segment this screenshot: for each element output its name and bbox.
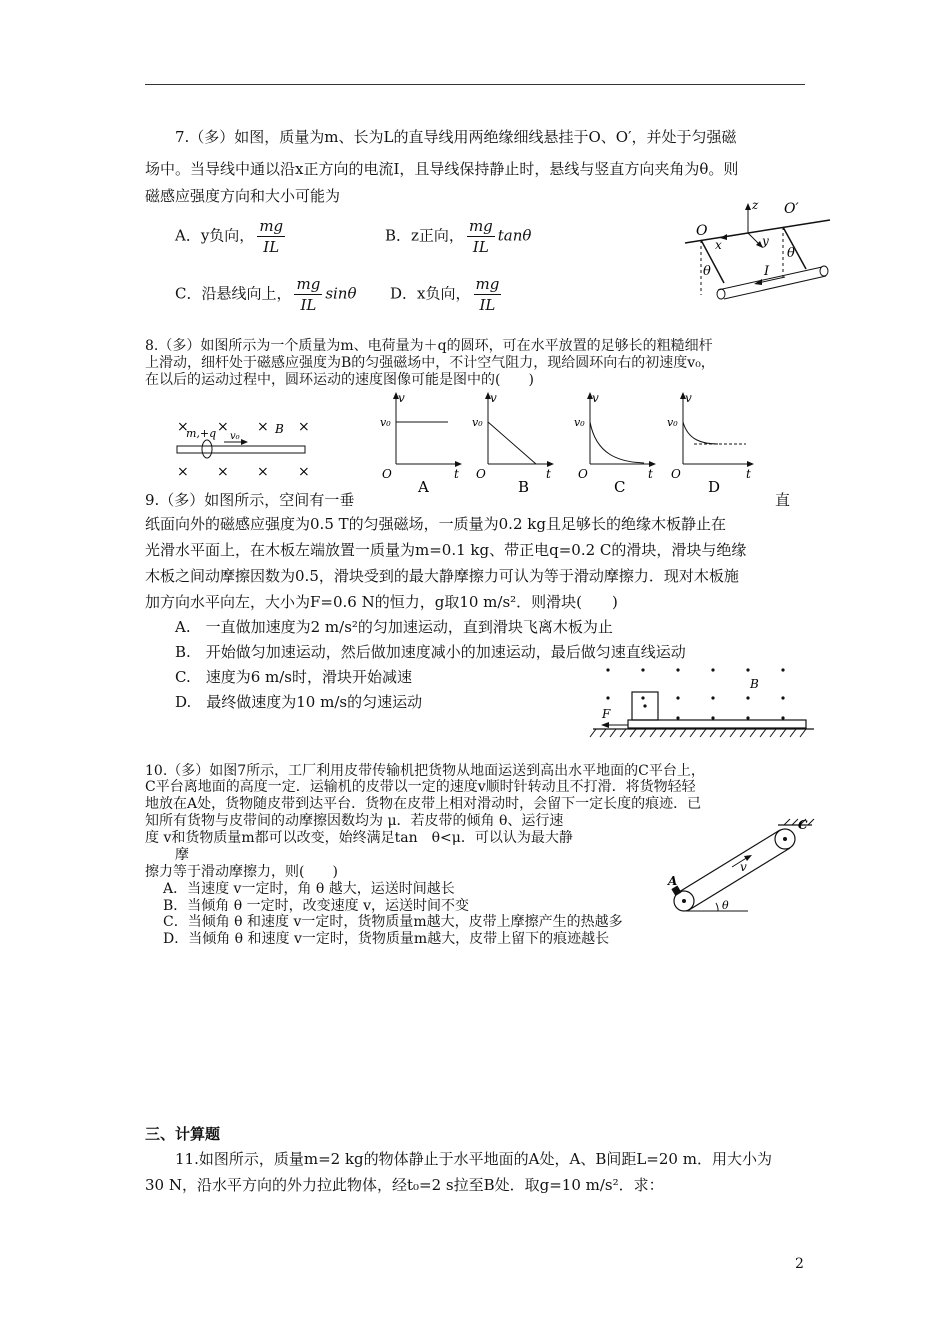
q7-label-theta-right: θ [787, 246, 795, 261]
q10-label-v: v [740, 860, 747, 874]
magnetic-cross: × [257, 419, 269, 435]
q10-option-b: B．当倾角 θ 一定时，改变速度 v，运送时间不变 [163, 898, 469, 914]
q8-label-mq: m,+q [186, 427, 217, 440]
header-rule [145, 84, 805, 85]
q10-label-a: A [668, 874, 678, 888]
q9-block-board-diagram [588, 660, 818, 742]
q10-label-c: C [798, 818, 808, 832]
magnetic-cross: × [298, 419, 310, 435]
q8-line-2: 上滑动，细杆处于磁感应强度为B的匀强磁场中，不计空气阻力，现给圆环向右的初速度v₀， [145, 355, 715, 371]
q7-label-y: y [762, 234, 769, 248]
q7-label-current: I [764, 264, 770, 279]
q10-option-c: C．当倾角 θ 和速度 v一定时，货物质量m越大，皮带上摩擦产生的热越多 [163, 914, 623, 930]
fraction-denominator: IL [263, 238, 280, 256]
q7-line-2: 场中。当导线中通以沿x正方向的电流I，且导线保持静止时，悬线与竖直方向夹角为θ。则 [145, 160, 739, 178]
graph-c-label: C [614, 478, 626, 496]
graph-a-label: A [418, 478, 429, 496]
q7-option-b-fraction [467, 216, 495, 257]
graph-d-label: D [708, 478, 721, 496]
q9-label-f: F [602, 707, 611, 721]
graph-d-v: v [685, 391, 692, 405]
graph-b-v0: v₀ [472, 416, 483, 429]
q8-velocity-graphs [378, 388, 778, 498]
magnetic-cross: × [298, 464, 310, 480]
graph-c-t: t [648, 467, 653, 481]
q7-option-b-suffix: tanθ [497, 226, 532, 245]
graph-d-t: t [746, 467, 751, 481]
q7-option-a [175, 216, 288, 257]
q10-line-6: 擦力等于滑动摩擦力，则( ) [145, 864, 338, 880]
q7-line-1: 7.（多）如图，质量为m、长为L的直导线用两绝缘细线悬挂于O、O′，并处于匀强磁 [175, 128, 737, 146]
q10-line-2: C平台离地面的高度一定．运输机的皮带以一定的速度v顺时针转动且不打滑．将货物轻轻 [145, 779, 696, 795]
q11-line-1: 11.如图所示，质量m=2 kg的物体静止于水平地面的A处，A、B间距L=20 m．用大小为 [175, 1150, 772, 1168]
q7-label-o-prime: O′ [784, 201, 799, 217]
q10-conveyor-diagram [660, 815, 820, 915]
q9-line-5: 加方向水平向左，大小为F=0.6 N的恒力，g取10 m/s²．则滑块( ) [145, 593, 618, 611]
q7-option-d [390, 274, 504, 315]
q10-line-1: 10.（多）如图7所示，工厂利用皮带传输机把货物从地面运送到高出水平地面的C平台上， [145, 763, 705, 779]
magnetic-cross: × [257, 464, 269, 480]
graph-b-label: B [518, 478, 530, 496]
q9-line-4: 木板之间动摩擦因数为0.5，滑块受到的最大静摩擦力可认为等于滑动摩擦力．现对木板施 [145, 567, 739, 585]
graph-c-v: v [592, 391, 599, 405]
magnetic-cross: × [177, 419, 189, 435]
q10-line-5: 度 v和货物质量m都可以改变，始终满足tan θ<μ．可以认为最大静 [145, 830, 573, 846]
q9-option-c: C. 速度为6 m/s时，滑块开始减速 [175, 668, 412, 686]
q7-option-c-fraction [294, 274, 322, 315]
q9-line-2: 纸面向外的磁感应强度为0.5 T的匀强磁场，一质量为0.2 kg且足够长的绝缘木板静止在 [145, 515, 726, 533]
q9-option-d: D. 最终做速度为10 m/s的匀速运动 [175, 693, 423, 711]
q7-option-a-fraction [257, 216, 285, 257]
magnetic-cross: × [217, 464, 229, 480]
graph-b-v: v [490, 391, 497, 405]
q8-ring-rod-diagram [172, 412, 317, 484]
graph-b [472, 391, 554, 496]
graph-d [667, 391, 754, 496]
fraction-denominator: IL [479, 296, 496, 314]
fraction-numerator: mg [296, 275, 321, 293]
q10-line-5-end: 摩 [175, 847, 189, 863]
q9-line-3: 光滑水平面上，在木板左端放置一质量为m=0.1 kg、带正电q=0.2 C的滑块，滑块与绝缘 [145, 541, 747, 559]
graph-c-v0: v₀ [574, 416, 585, 429]
q9-label-b: B [750, 677, 759, 691]
q8-label-b: B [275, 422, 284, 436]
q7-line-3: 磁感应强度方向和大小可能为 [145, 187, 341, 205]
q7-option-c-suffix: sinθ [325, 284, 357, 303]
q10-option-a: A．当速度 v一定时，角 θ 越大，运送时间越长 [163, 881, 455, 897]
fraction-numerator: mg [468, 217, 493, 235]
q9-line-1: 9.（多）如图所示，空间有一垂 [145, 491, 355, 509]
q9-line-1-end: 直 [775, 491, 791, 509]
q7-label-theta-left: θ [703, 264, 711, 279]
graph-d-origin: O [671, 467, 681, 481]
q10-line-4: 知所有货物与皮带间的动摩擦因数均为 μ．若皮带的倾角 θ、运行速 [145, 813, 564, 829]
q7-option-b [385, 216, 531, 257]
q10-line-3: 地放在A处，货物随皮带到达平台．货物在皮带上相对滑动时，会留下一定长度的痕迹．已 [145, 796, 702, 812]
fraction-denominator: IL [472, 238, 489, 256]
graph-b-t: t [546, 467, 551, 481]
magnetic-cross: × [217, 419, 229, 435]
fraction-numerator: mg [475, 275, 500, 293]
graph-c-origin: O [578, 467, 588, 481]
q11-line-2: 30 N，沿水平方向的外力拉此物体，经t₀=2 s拉至B处．取g=10 m/s²．求： [145, 1176, 664, 1194]
q7-wire-diagram [680, 195, 840, 307]
section-heading-calculation: 三、计算题 [145, 1125, 221, 1143]
graph-a-origin: O [382, 467, 392, 481]
fraction-numerator: mg [259, 217, 284, 235]
q7-option-d-fraction [474, 274, 502, 315]
q8-line-1: 8.（多）如图所示为一个质量为m、电荷量为＋q的圆环，可在水平放置的足够长的粗糙细杆 [145, 338, 713, 354]
page-number: 2 [795, 1256, 804, 1272]
graph-b-origin: O [476, 467, 486, 481]
graph-a-v: v [398, 391, 405, 405]
q7-option-d-label: D．x负向， [390, 284, 471, 303]
q10-option-d: D．当倾角 θ 和速度 v一定时，货物质量m越大，皮带上留下的痕迹越长 [163, 931, 610, 947]
q8-line-3: 在以后的运动过程中，圆环运动的速度图像可能是图中的( ) [145, 372, 534, 388]
q10-label-theta: θ [722, 899, 729, 912]
q8-label-v0: v₀ [230, 431, 240, 442]
q7-option-a-label: A．y负向， [175, 226, 255, 245]
graph-d-v0: v₀ [667, 416, 678, 429]
graph-a-v0: v₀ [380, 416, 391, 429]
q9-option-b: B. 开始做匀加速运动，然后做加速度减小的加速运动，最后做匀速直线运动 [175, 643, 686, 661]
q9-option-a: A. 一直做加速度为2 m/s²的匀加速运动，直到滑块飞离木板为止 [175, 618, 613, 636]
q7-label-z: z [752, 198, 759, 212]
fraction-denominator: IL [300, 296, 317, 314]
q7-label-o: O [696, 223, 708, 239]
q7-label-x: x [715, 238, 722, 252]
q7-option-b-label: B．z正向， [385, 226, 464, 245]
magnetic-cross: × [177, 464, 189, 480]
q7-option-c-label: C．沿悬线向上， [175, 284, 292, 303]
graph-c [574, 391, 656, 496]
graph-a [380, 391, 462, 496]
q7-option-c [175, 274, 357, 315]
graph-a-t: t [454, 467, 459, 481]
